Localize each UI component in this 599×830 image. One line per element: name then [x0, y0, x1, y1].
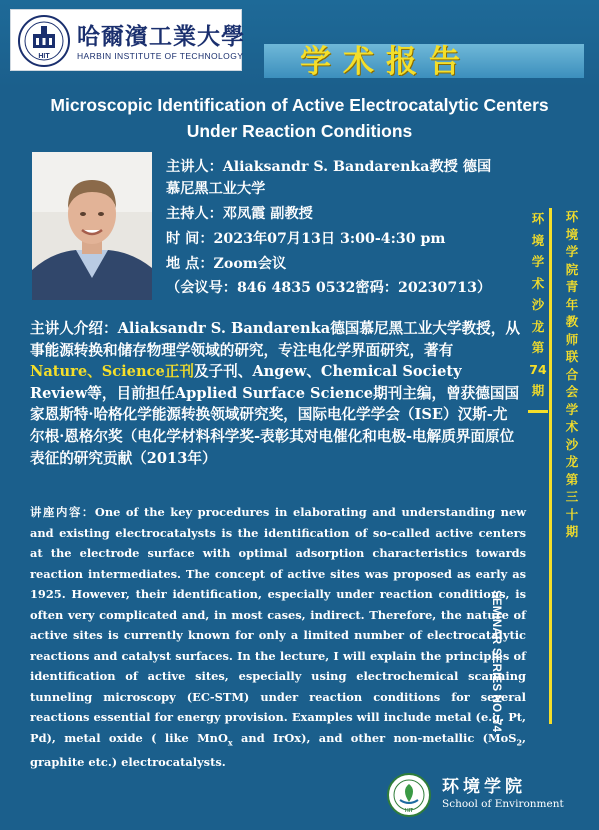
seminar-series-label: SEMINAR SERIES NO. 74 [490, 590, 502, 733]
side-strip-underline [528, 410, 548, 413]
speaker-introduction [30, 318, 522, 469]
meeting-line: （会议号：846 4835 0532密码：20230713） [166, 280, 492, 296]
abstract-text-part3: , graphite etc.) electrocatalysts. [30, 730, 526, 770]
talk-title-line1: Microscopic Identification of Active Electrocatalytic Centers [50, 95, 549, 115]
intro-text-part1: 主讲人介绍：Aliaksandr S. Bandarenka德国慕尼黑工业大学教授，从事能源转换和储存物理学领域的研究，专注电化学界面研究，著有 [30, 320, 520, 359]
logo-chinese-name: 哈爾濱工業大學 [77, 23, 245, 50]
speaker-line2: 慕尼黑工业大学 [166, 181, 266, 197]
abstract-subscript-x: x [227, 736, 233, 747]
footer-school-name-en: School of Environment [442, 798, 564, 810]
intro-text-part2: 及子刊、Angew、Chemical Society Review等，目前担任Applied Surface Science期刊主编，曾获德国国家恩斯特·哈格化学能源转换领域研究奖，国际电化学学会（ISE）汉斯-尤尔根·恩格尔奖（电化学材料科学奖-表彰其对电催化和电极-电解质界面原位表征的研究贡献（2013年） [30, 363, 520, 467]
speaker-portrait-icon [32, 152, 152, 300]
side-divider [549, 208, 552, 724]
hit-emblem-icon [17, 14, 71, 68]
lecture-abstract [30, 502, 526, 773]
abstract-text-part1: 讲座内容：One of the key procedures in elaborating and understanding new and existing electrocatalysts is the identification of so-called active centers at the electrode surface with optimal adsorption characteristics towards reaction intermediates. The concept of active sites was proposed as early as 1925. However, their identification, especially under reaction conditions, is often very complicated and, in most cases, indirect. Therefore, the nature of active sites is currently known for only a limited number of electrocatalytic reactions and catalyst surfaces. In the lecture, I will explain the principles of identification of active sites, especially using electrochemical scanning tunneling microscopy (EC-STM) under reaction conditions for several reactions essential for energy provision. Examples will include metal (e.g. Pt, Pd), metal oxide ( like MnO [30, 505, 526, 745]
time-line: 时 间：2023年07月13日 3:00-4:30 pm [166, 231, 446, 247]
banner-title: 学术报告 [300, 44, 472, 80]
speaker-photo [32, 152, 152, 300]
school-emblem-icon [386, 772, 432, 818]
footer-emblem-text: HIT [404, 808, 414, 814]
talk-title [8, 92, 591, 144]
side-strip-salon: 环 境 学 术 沙 龙 第 74 期 [529, 211, 547, 398]
intro-highlight: Nature、Science正刊 [30, 363, 194, 381]
footer-school-name-cn: 环境学院 [442, 777, 526, 797]
talk-title-line2: Under Reaction Conditions [186, 121, 413, 141]
logo-emblem-text: HIT [38, 53, 50, 60]
university-logo [10, 9, 245, 71]
abstract-subscript-2: 2 [516, 736, 523, 747]
side-strip-union: 环 境 学 院 青 年 教 师 联 合 会 学 术 沙 龙 第 三 十 期 [565, 209, 579, 539]
place-line: 地 点：Zoom会议 [166, 256, 287, 272]
abstract-text-part2: and IrOx), and other non-metallic (MoS [232, 730, 517, 745]
logo-english-name: HARBIN INSTITUTE OF TECHNOLOGY [77, 51, 244, 61]
speaker-line1: 主讲人：Aliaksandr S. Bandarenka教授 德国 [166, 159, 492, 175]
host-line: 主持人：邓凤霞 副教授 [166, 206, 313, 222]
